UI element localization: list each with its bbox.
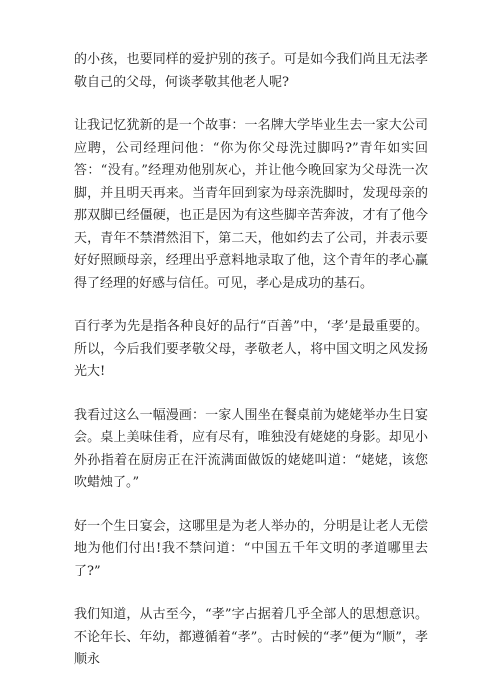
paragraph-5: 好一个生日宴会，这哪里是为老人举办的，分明是让老人无偿地为他们付出!我不禁问道：“中国五千年文明的孝道哪里去了?” (74, 518, 428, 579)
paragraph-3: 百行孝为先是指各种良好的品行“百善”中，‘孝’是最重要的。所以，今后我们要孝敬父母，孝敬老人，将中国文明之风发扬光大! (74, 319, 428, 379)
paragraph-6: 我们知道，从古至今，“孝”字占据着几乎全部人的思想意识。不论年长、年幼，都遵循着“孝”。古时候的“孝”便为“顺”，孝顺永 (74, 607, 428, 667)
paragraph-2: 让我记忆犹新的是一个故事：一名牌大学毕业生去一家大公司应聘，公司经理问他：“你为你父母洗过脚吗?”青年如实回答：“没有。”经理劝他别灰心，并让他今晚回家为父母洗一次脚，并且明天再来。当青年回到家为母亲洗脚时，发现母亲的那双脚已经僵硬，也正是因为有这些脚辛苦奔波，才有了他今天，青年不禁潸然泪下，第二天，他如约去了公司，并表示要好好照顾母亲，经理出乎意料地录取了他，这个青年的孝心赢得了经理的好感与信任。可见，孝心是成功的基石。 (74, 118, 428, 291)
paragraph-4: 我看过这么一幅漫画：一家人围坐在餐桌前为姥姥举办生日宴会。桌上美味佳肴，应有尽有，唯独没有姥姥的身影。却见小外孙指着在厨房正在汗流满面做饭的姥姥叫道：“姥姥，该您吹蜡烛了。” (74, 407, 428, 490)
document-body (74, 49, 428, 693)
paragraph-1: 的小孩，也要同样的爱护别的孩子。可是如今我们尚且无法孝敬自己的父母，何谈孝敬其他老人呢? (74, 52, 428, 90)
